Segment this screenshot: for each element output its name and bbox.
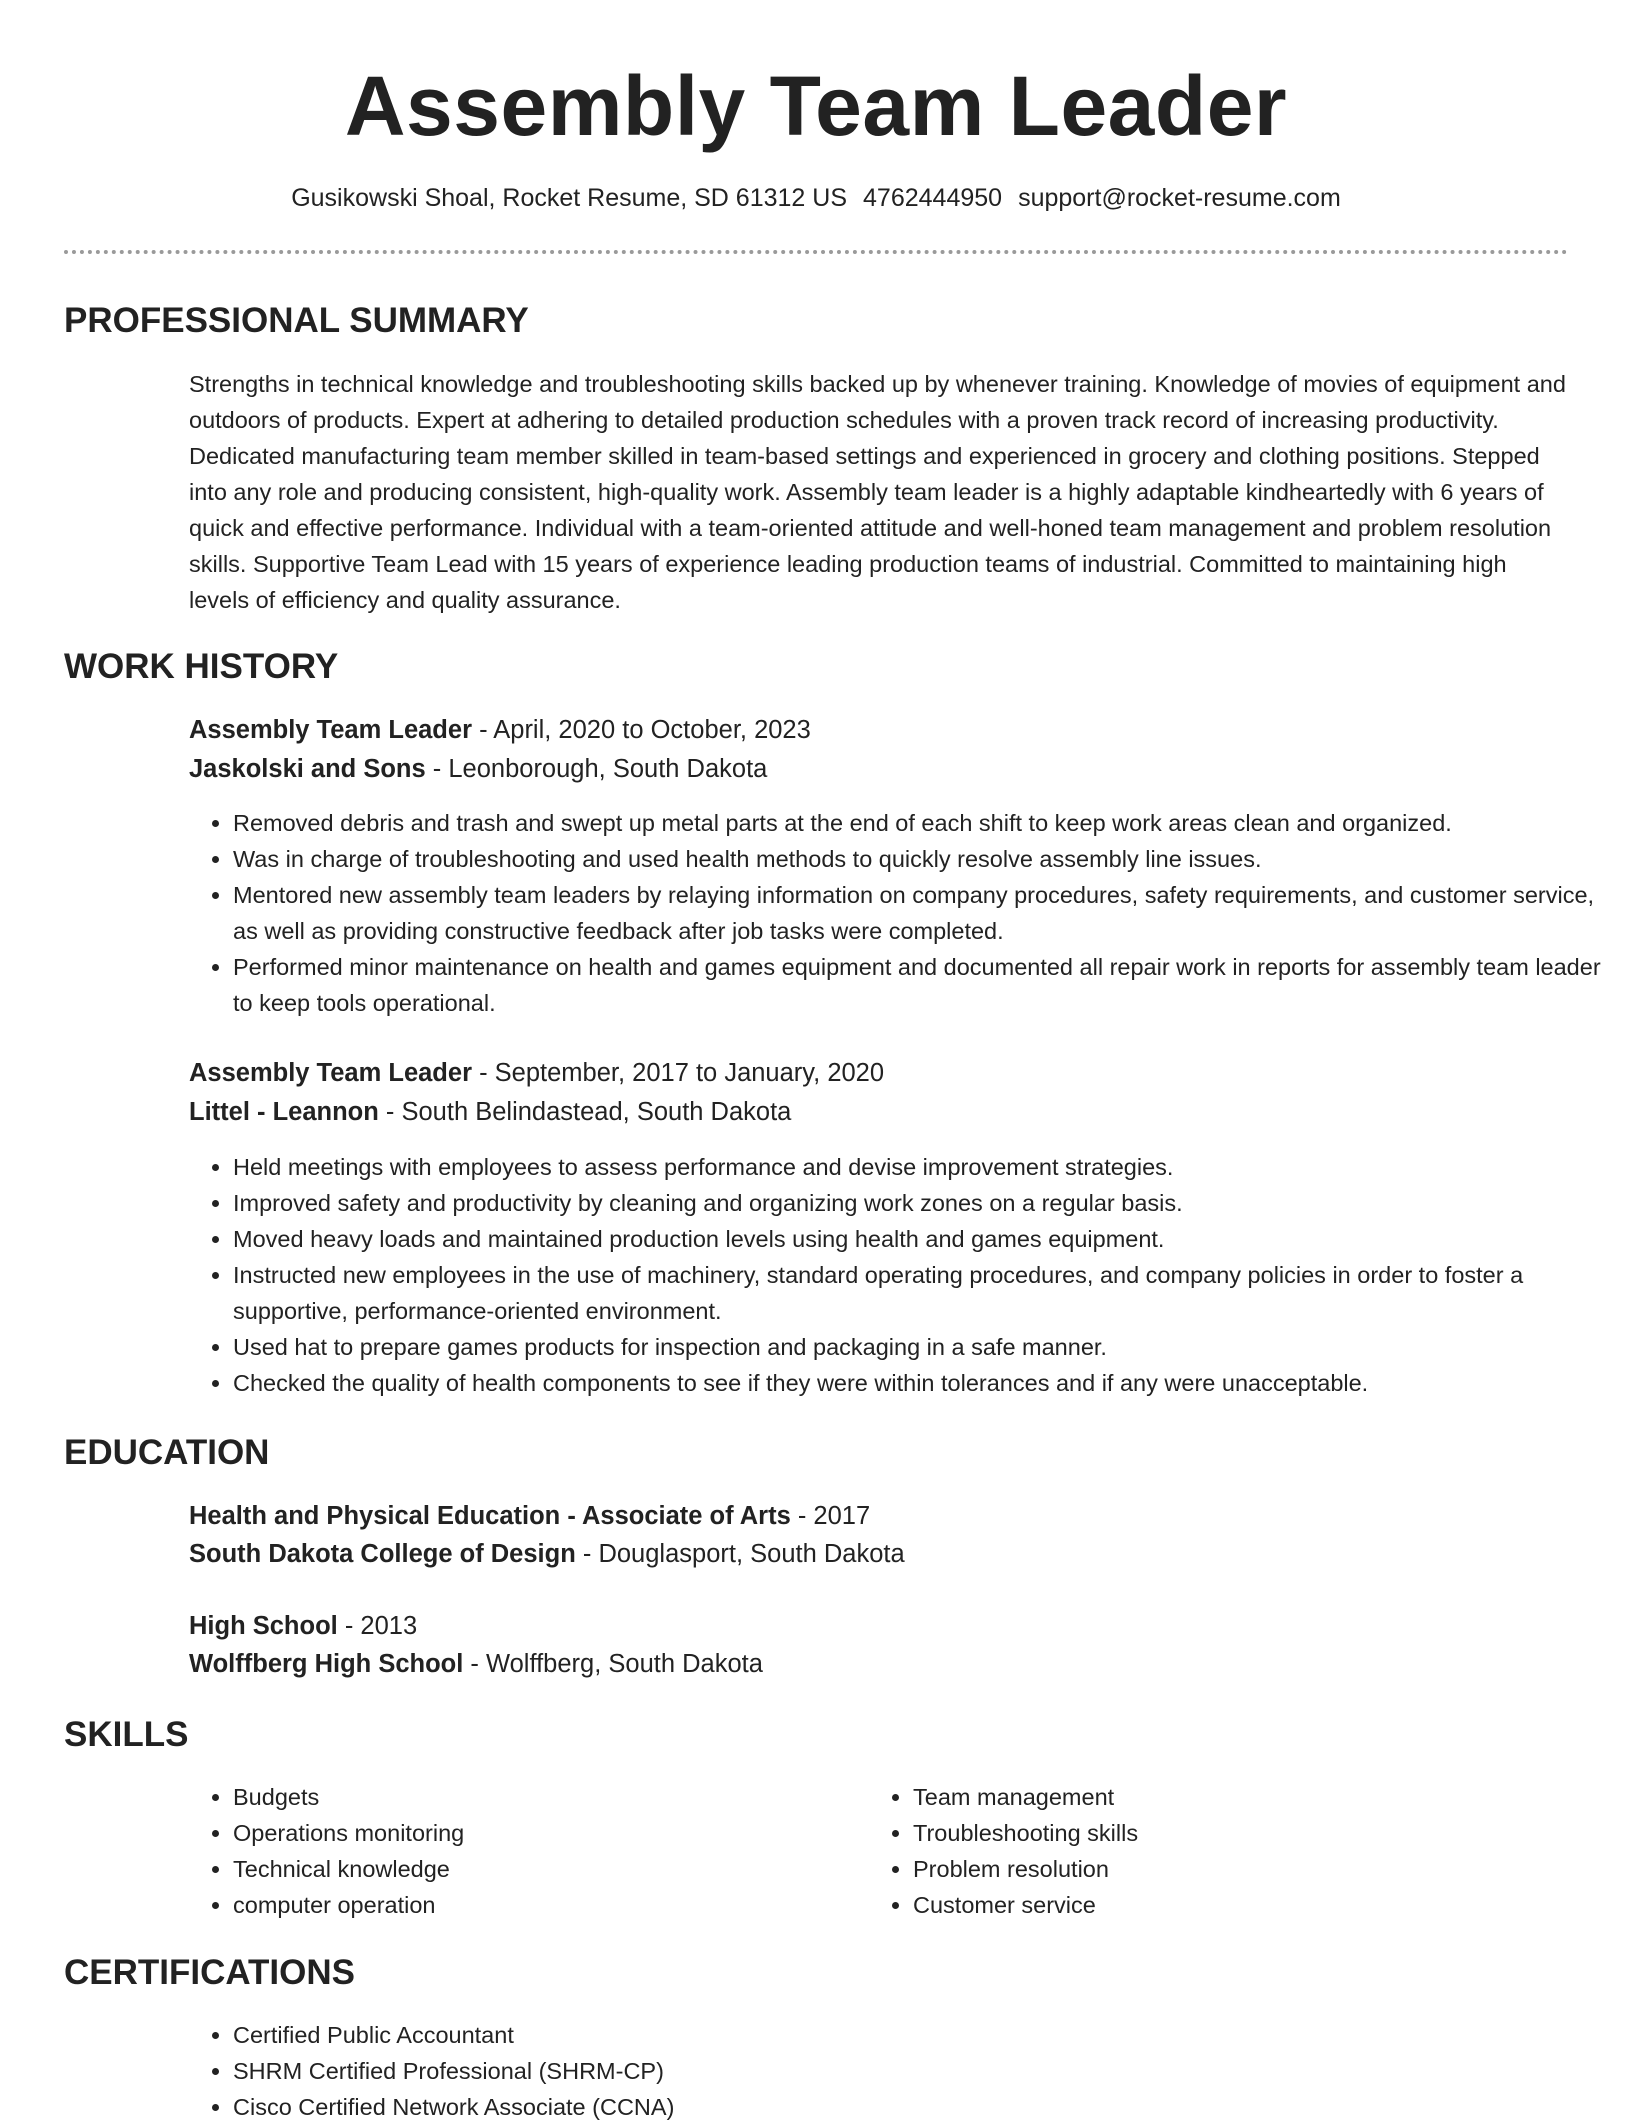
- contact-phone: 4762444950: [863, 184, 1003, 212]
- job-1-location: - Leonborough, South Dakota: [425, 755, 768, 783]
- summary-heading: PROFESSIONAL SUMMARY: [64, 301, 529, 340]
- education-1-location: - Douglasport, South Dakota: [575, 1540, 905, 1568]
- education-2-year: - 2013: [337, 1612, 418, 1640]
- job-1-company: Jaskolski and Sons: [189, 755, 426, 783]
- list-item: • Performed minor maintenance on health and games equipment and documented all repair work in reports for assembly team leader to keep tools operational.: [233, 949, 1613, 1021]
- job-1-title: Assembly Team Leader: [189, 716, 472, 744]
- list-item: • Team management: [913, 1779, 1533, 1815]
- job-1-title-line: [189, 712, 811, 748]
- list-item: • Improved safety and productivity by cleaning and organizing work zones on a regular basis.: [233, 1185, 1613, 1221]
- resume-title: Assembly Team Leader: [344, 59, 1288, 153]
- list-item: • Certified Public Accountant: [233, 2017, 1613, 2053]
- list-item: • Problem resolution: [913, 1851, 1533, 1887]
- work-history-heading: WORK HISTORY: [64, 647, 339, 686]
- list-item: • Used hat to prepare games products for inspection and packaging in a safe manner.: [233, 1329, 1613, 1365]
- education-1-year: - 2017: [790, 1502, 871, 1530]
- list-item: • Technical knowledge: [233, 1851, 853, 1887]
- header-divider: [64, 250, 1568, 254]
- list-item: • Cisco Certified Network Associate (CCNA): [233, 2089, 1613, 2125]
- list-item: • Budgets: [233, 1779, 853, 1815]
- contact-address: Gusikowski Shoal, Rocket Resume, SD 61312 US: [291, 184, 848, 212]
- list-item: • computer operation: [233, 1887, 853, 1923]
- job-1-dates: - April, 2020 to October, 2023: [472, 716, 811, 744]
- certifications-heading: CERTIFICATIONS: [64, 1953, 356, 1992]
- education-2-degree: High School: [189, 1612, 338, 1640]
- list-item: • Held meetings with employees to assess performance and devise improvement strategies.: [233, 1149, 1613, 1185]
- job-2-bullets: [189, 1149, 1613, 1401]
- job-2-title: Assembly Team Leader: [189, 1059, 472, 1087]
- skills-heading: SKILLS: [64, 1715, 189, 1754]
- list-item: • Removed debris and trash and swept up metal parts at the end of each shift to keep work areas clean and organized.: [233, 805, 1613, 841]
- list-item: • Troubleshooting skills: [913, 1815, 1533, 1851]
- education-1-degree-line: [189, 1498, 870, 1534]
- job-2-company: Littel - Leannon: [189, 1098, 379, 1126]
- job-2-location: - South Belindastead, South Dakota: [378, 1098, 792, 1126]
- job-1-bullets: [189, 805, 1613, 1021]
- job-2-title-line: [189, 1055, 884, 1091]
- education-heading: EDUCATION: [64, 1433, 270, 1472]
- list-item: • Checked the quality of health components to see if they were within tolerances and if any were unacceptable.: [233, 1365, 1613, 1401]
- list-item: • Instructed new employees in the use of machinery, standard operating procedures, and company policies in order to foster a supportive, performance-oriented environment.: [233, 1257, 1613, 1329]
- education-1-school-line: [189, 1536, 905, 1572]
- list-item: • Customer service: [913, 1887, 1533, 1923]
- list-item: • Was in charge of troubleshooting and used health methods to quickly resolve assembly line issues.: [233, 841, 1613, 877]
- list-item: • SHRM Certified Professional (SHRM-CP): [233, 2053, 1613, 2089]
- summary-text: Strengths in technical knowledge and troubleshooting skills backed up by whenever training. Knowledge of movies of equipment and outdoors of products. Expert at adhering to detailed production schedules with a proven track record of increasing productivity. Dedicated manufacturing team member skilled in team-based settings and experienced in grocery and clothing positions. Stepped into any role and producing consistent, high-quality work. Assembly team leader is a highly adaptable kindheartedly with 6 years of quick and effective performance. Individual with a team-oriented attitude and well-honed team management and problem resolution skills. Supportive Team Lead with 15 years of experience leading production teams of industrial. Committed to maintaining high levels of efficiency and quality assurance.: [189, 371, 1566, 613]
- job-2-dates: - September, 2017 to January, 2020: [472, 1059, 885, 1087]
- education-2-location: - Wolffberg, South Dakota: [463, 1650, 763, 1678]
- list-item: • Operations monitoring: [233, 1815, 853, 1851]
- education-2-school: Wolffberg High School: [189, 1650, 464, 1678]
- education-2-school-line: [189, 1646, 763, 1682]
- contact-line: [0, 182, 1632, 214]
- list-item: • Mentored new assembly team leaders by relaying information on company procedures, safety requirements, and customer service, as well as providing constructive feedback after job tasks were completed.: [233, 877, 1613, 949]
- education-2-degree-line: [189, 1608, 417, 1644]
- list-item: • Moved heavy loads and maintained production levels using health and games equipment.: [233, 1221, 1613, 1257]
- job-2-company-line: [189, 1094, 791, 1130]
- education-1-school: South Dakota College of Design: [189, 1540, 576, 1568]
- skills-list-left: [189, 1779, 853, 1923]
- skills-list-right: [869, 1779, 1533, 1923]
- education-1-degree: Health and Physical Education - Associate of Arts: [189, 1502, 791, 1530]
- contact-email: support@rocket-resume.com: [1018, 184, 1341, 212]
- job-1-company-line: [189, 751, 767, 787]
- certifications-list: [189, 2017, 1613, 2125]
